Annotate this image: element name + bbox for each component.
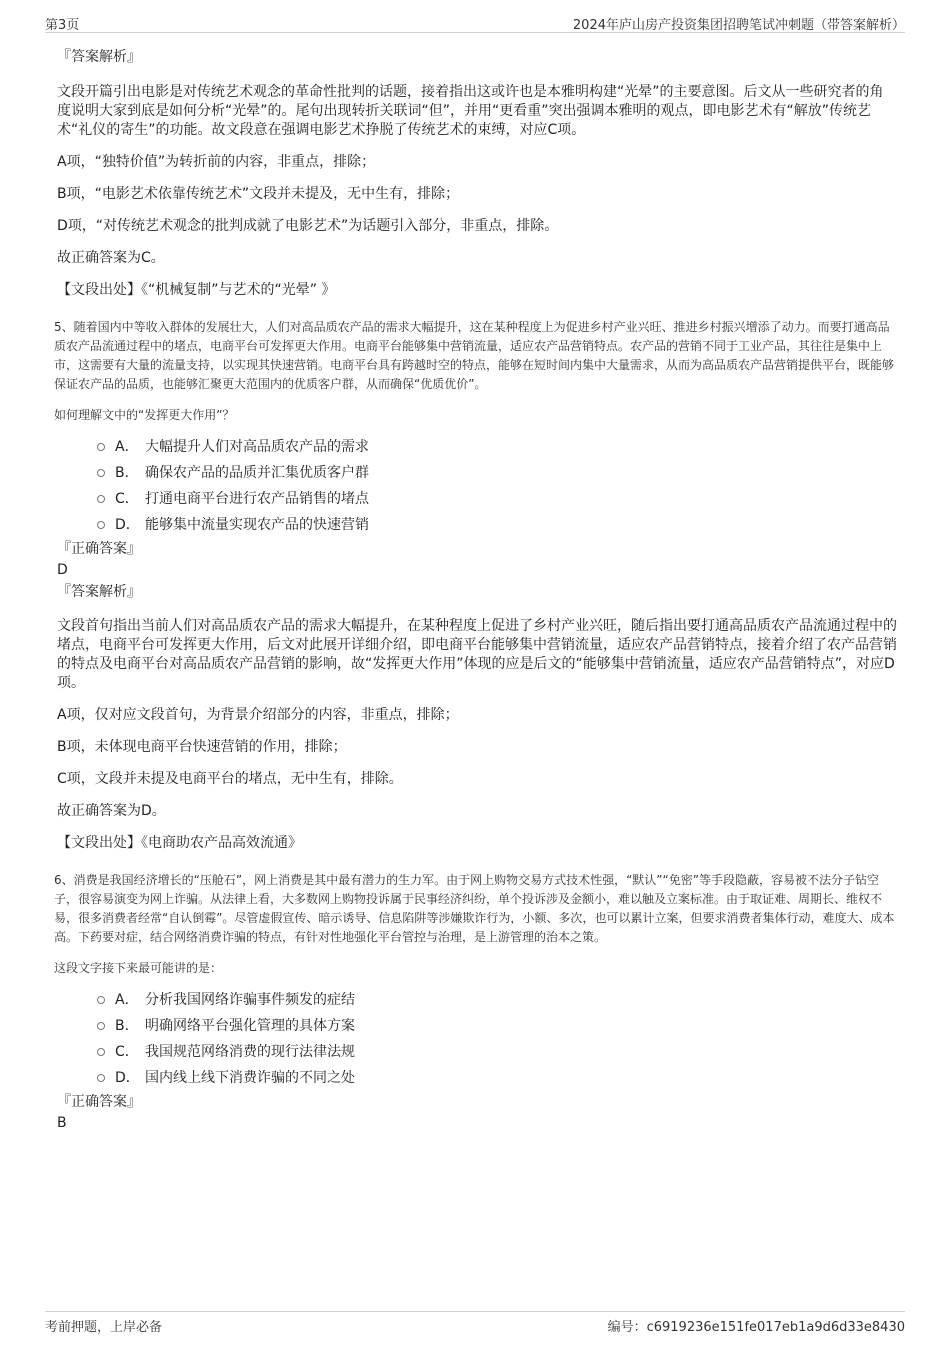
analysis-label: 『答案解析』 xyxy=(57,584,141,600)
option-text: 国内线上线下消费诈骗的不同之处 xyxy=(145,1070,355,1086)
option-letter: A． xyxy=(115,992,139,1008)
option-b[interactable] xyxy=(57,460,897,486)
document-title: 2024年庐山房产投资集团招聘笔试冲刺题（带答案解析） xyxy=(572,18,905,33)
analysis-text: 文段开篇引出电影是对传统艺术观念的革命性批判的话题，接着指出这或许也是本雅明构建“光晕”的主要意图。后文从一些研究者的角度说明大家到底是如何分析“光晕”的。尾句出现转折关联词“但”，并用“更看重”突出强调本雅明的观点，即电影艺术有“解放”传统艺术“礼仪的寄生”的功能。故文段意在强调电影艺术挣脱了传统艺术的束缚，对应C项。 xyxy=(57,84,884,138)
option-letter: C． xyxy=(115,1044,139,1060)
correct-answer-label: 『正确答案』 xyxy=(57,1094,141,1110)
option-letter: D． xyxy=(115,517,140,533)
option-letter: B． xyxy=(115,1018,139,1034)
document-serial: 编号：c6919236e151fe017eb1a9d6d33e8430 xyxy=(607,1320,905,1335)
page-number: 第3页 xyxy=(45,18,80,33)
option-text: 打通电商平台进行农产品销售的堵点 xyxy=(145,491,369,507)
question-prompt: 这段文字接下来最可能讲的是： xyxy=(54,961,223,975)
analysis-label: 『答案解析』 xyxy=(57,49,141,65)
analysis-note: A项，“独特价值”为转折前的内容，非重点，排除； xyxy=(57,154,376,170)
option-letter: D． xyxy=(115,1070,140,1086)
option-b[interactable] xyxy=(57,1013,897,1039)
option-d[interactable] xyxy=(57,1065,897,1091)
correct-answer-label: 『正确答案』 xyxy=(57,541,141,557)
analysis-conclusion: 故正确答案为C。 xyxy=(57,250,165,266)
option-a[interactable] xyxy=(57,434,897,460)
option-c[interactable] xyxy=(57,486,897,512)
radio-icon[interactable] xyxy=(97,495,105,503)
radio-icon[interactable] xyxy=(97,469,105,477)
passage-source: 【文段出处】《电商助农产品高效流通》 xyxy=(57,835,302,851)
correct-answer: B xyxy=(57,1115,67,1131)
analysis-note: B项，“电影艺术依靠传统艺术”文段并未提及，无中生有，排除； xyxy=(57,186,460,202)
page-header xyxy=(45,12,905,33)
analysis-note: B项，未体现电商平台快速营销的作用，排除； xyxy=(57,739,347,755)
passage-source: 【文段出处】《“机械复制”与艺术的“光晕” 》 xyxy=(57,282,336,298)
radio-icon[interactable] xyxy=(97,1074,105,1082)
correct-answer: D xyxy=(57,562,68,578)
option-text: 确保农产品的品质并汇集优质客户群 xyxy=(145,465,369,481)
option-list xyxy=(57,434,897,538)
radio-icon[interactable] xyxy=(97,1048,105,1056)
radio-icon[interactable] xyxy=(97,443,105,451)
radio-icon[interactable] xyxy=(97,1022,105,1030)
option-letter: A． xyxy=(115,439,139,455)
option-text: 大幅提升人们对高品质农产品的需求 xyxy=(145,439,369,455)
question-prompt: 如何理解文中的“发挥更大作用”？ xyxy=(54,408,235,422)
footer-slogan: 考前押题，上岸必备 xyxy=(45,1320,163,1335)
page-footer xyxy=(45,1311,905,1334)
radio-icon[interactable] xyxy=(97,996,105,1004)
option-text: 我国规范网络消费的现行法律法规 xyxy=(145,1044,355,1060)
main-content xyxy=(54,44,897,1133)
analysis-note: A项，仅对应文段首句，为背景介绍部分的内容，非重点，排除； xyxy=(57,707,459,723)
option-c[interactable] xyxy=(57,1039,897,1065)
option-d[interactable] xyxy=(57,512,897,538)
option-letter: C． xyxy=(115,491,139,507)
analysis-note: D项，“对传统艺术观念的批判成就了电影艺术”为话题引入部分，非重点，排除。 xyxy=(57,218,559,234)
option-text: 分析我国网络诈骗事件频发的症结 xyxy=(145,992,355,1008)
question-passage: 5、随着国内中等收入群体的发展壮大，人们对高品质农产品的需求大幅提升，这在某种程度上为促进乡村产业兴旺、推进乡村振兴增添了动力。而要打通高品质农产品流通过程中的堵点，电商平台可发挥更大作用。电商平台能够集中营销流量，适应农产品营销特点。农产品的营销不同于工业产品，其往往是集中上市，这需要有大量的流量支持，以实现其快速营销。电商平台具有跨越时空的特点，能够在短时间内集中大量需求，从而为高品质农产品营销提供平台，既能够保证农产品的品质，也能够汇聚更大范围内的优质客户群，从而确保“优质优价”。 xyxy=(54,320,895,391)
option-text: 能够集中流量实现农产品的快速营销 xyxy=(145,517,369,533)
question-passage: 6、消费是我国经济增长的“压舱石”，网上消费是其中最有潜力的生力军。由于网上购物交易方式技术性强，“默认”“免密”等手段隐蔽，容易被不法分子钻空子，很容易演变为网上诈骗。从法律上看，大多数网上购物投诉属于民事经济纠纷，单个投诉涉及金额小，难以触及立案标准。由于取证难、周期长、维权不易，很多消费者经常“自认倒霉”。尽管虚假宣传、暗示诱导、信息陷阱等涉嫌欺诈行为，小额、多次，也可以累计立案，但要求消费者集体行动，难度大、成本高。下药要对症，结合网络消费诈骗的特点，有针对性地强化平台管控与治理，是上游管理的治本之策。 xyxy=(54,873,895,944)
analysis-text: 文段首句指出当前人们对高品质农产品的需求大幅提升，在某种程度上促进了乡村产业兴旺，随后指出要打通高品质农产品流通过程中的堵点，电商平台可发挥更大作用，后文对此展开详细介绍，即电商平台能够集中营销流量，适应农产品营销特点，接着介绍了农产品营销的特点及电商平台对高品质农产品营销的影响，故“发挥更大作用”体现的应是后文的“能够集中营销流量，适应农产品营销特点”，对应D项。 xyxy=(57,618,897,691)
analysis-conclusion: 故正确答案为D。 xyxy=(57,803,166,819)
option-letter: B． xyxy=(115,465,139,481)
radio-icon[interactable] xyxy=(97,521,105,529)
option-list xyxy=(57,987,897,1091)
analysis-note: C项，文段并未提及电商平台的堵点，无中生有，排除。 xyxy=(57,771,403,787)
option-a[interactable] xyxy=(57,987,897,1013)
option-text: 明确网络平台强化管理的具体方案 xyxy=(145,1018,355,1034)
